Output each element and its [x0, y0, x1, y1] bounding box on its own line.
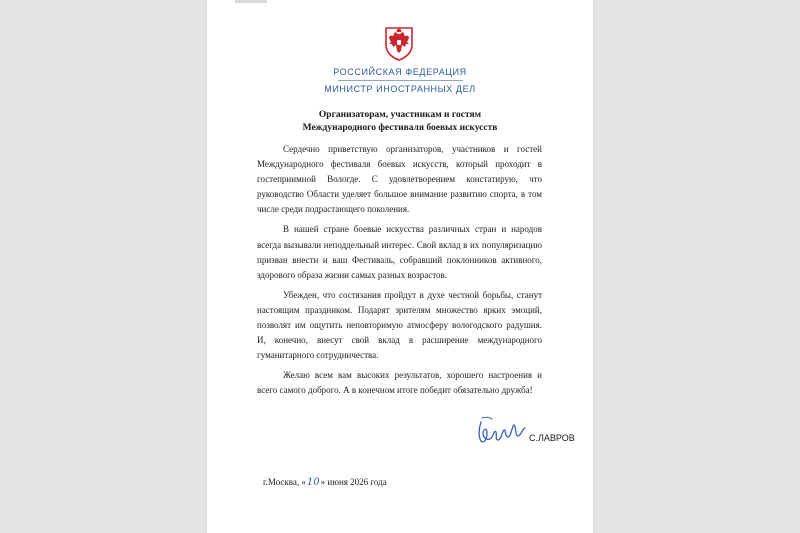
place-and-date: [263, 477, 387, 488]
letter-page: [207, 0, 593, 533]
ministry-heading: МИНИСТР ИНОСТРАННЫХ ДЕЛ: [324, 84, 476, 94]
letter-title: [207, 109, 593, 134]
paragraph-2: В нашей стране боевые искусства различных стран и народов всегда вызывали неподдельный интерес. Свой вклад в их популяризацию призван внести и ваш Фестиваль, собравший поклонников активного, здорового образа жизни самых разных возрастов.: [257, 224, 542, 280]
date-suffix: » июня 2026 года: [320, 477, 387, 487]
signatory-name: С.ЛАВРОВ: [529, 433, 575, 443]
paragraph-3: Убежден, что состязания пройдут в духе честной борьбы, станут настоящим праздником. Подарят зрителям множество ярких эмоций, позволят им ощутить неповторимую атмосферу вологодского радушия. И, конечно, внесут свой вклад в расширение международного гуманитарного сотрудничества.: [257, 289, 542, 361]
paragraph-4: Желаю всем вам высоких результатов, хорошего настроения и всего самого доброго. А в конечном итоге победит обязательно дружба!: [257, 370, 542, 396]
title-line-1: Организаторам, участникам и гостям: [318, 110, 482, 120]
coat-of-arms-icon: [383, 25, 415, 61]
title-line-2: Международного фестиваля боевых искусств: [302, 122, 498, 133]
letter-body: [257, 142, 542, 404]
date-prefix: г.Москва, «: [263, 477, 306, 487]
handwritten-signature: [475, 412, 531, 448]
paragraph-1: Сердечно приветствую организаторов, участников и гостей Международного фестиваля боевых искусств, который проходит в гостеприимной Вологде. С удовлетворением констатирую, что руководство Области уделяет большое внимание развитию спорта, в том числе среди подрастающего поколения.: [257, 144, 542, 215]
date-day-handwritten: 10: [306, 477, 320, 488]
country-heading: РОССИЙСКАЯ ФЕДЕРАЦИЯ: [333, 67, 467, 77]
letterhead-divider: [338, 80, 463, 81]
scan-mark: [235, 0, 267, 3]
